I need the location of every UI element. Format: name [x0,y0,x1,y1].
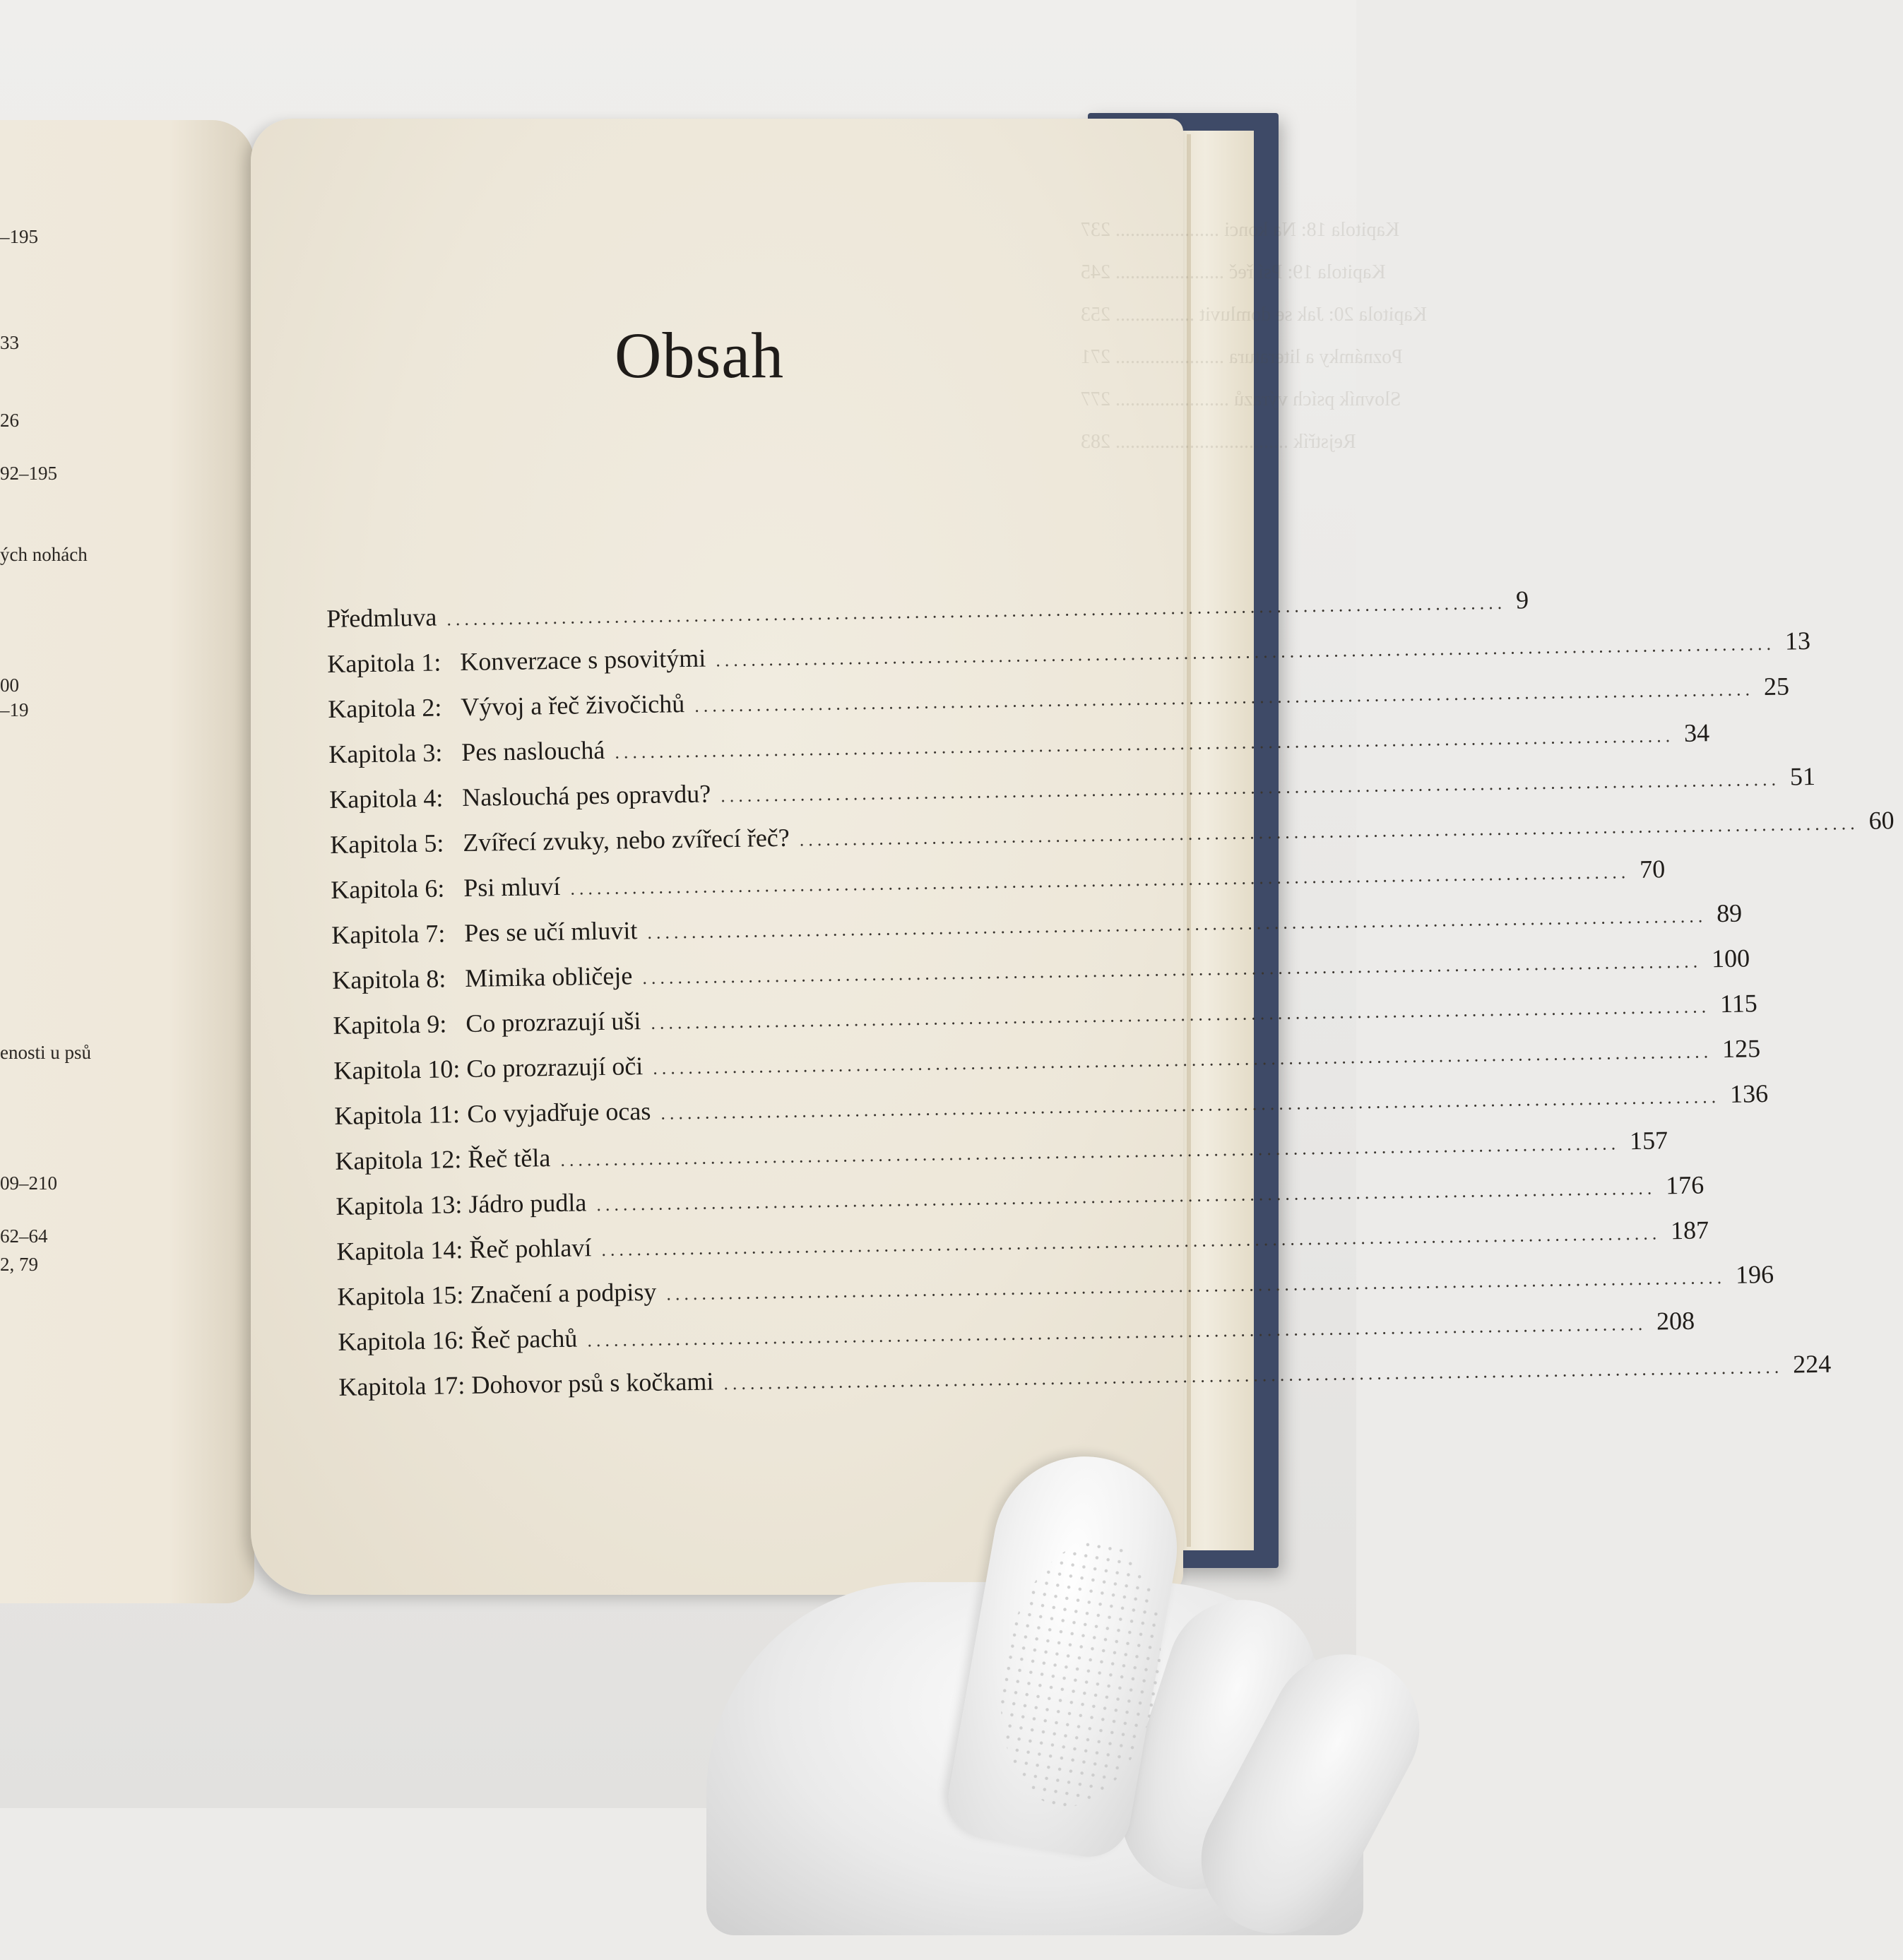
toc-chapter-title: Co vyjadřuje ocas [467,1096,651,1128]
toc-entry-title [335,1143,551,1176]
toc-chapter-label: Kapitola 10: [333,1055,461,1085]
toc-page-number: 34 [1683,718,1710,747]
left-page-text: 92–195 [0,463,57,484]
toc-chapter-label: Kapitola 12: [335,1145,462,1175]
toc-chapter-label: Kapitola 6: [331,874,445,904]
toc-entry-title [337,1277,657,1312]
photo-scene: –195 33 26 92–195 ých nohách 00 –19 enosti u psů 09–210 62–64 2, 79 Kapitola 18: Na konci ..................... 237 Kapitola 19: Psí řeč ...................... 245 Kapitola 20: Jak se domluvit ................ 253 Poznámky a literatura ...................... 271 Slovník psích výrazů ....................... 277 Rejstřík ................................... 283 Obsah Předmluva ........................................................................................................................ 9 Kapitola 1: Konverzace s psovitými ........................................................................................................................ 13 Kapitola 2: Vývoj a řeč živočichů ........................................................................................................................ 25 Kapitola 3: Pes naslouchá ........................................................................................................................ 34 Kapitola 4: Naslouchá pes opravdu? ........................................................................................................................ 51 Kapitola 5: Zvířecí zvuky, nebo zvířecí řeč? ........................................................................................................................ 60 Kapitola 6: Psi mluví ........................................................................................................................ 70 Kapitola 7: Pes se učí mluvit ........................................................................................................................ 89 Kapitola 8: Mimika obličeje ........................................................................................................................ 100 Kapitola 9: Co prozrazují uši ........................................................................................................................ 115 Kapitola 10: Co prozrazují oči ........................................................................................................................ 125 Kapitola 11: Co vyjadřuje ocas ........................................................................................................................ 136 Kapitola 12: Řeč těla ........................................................................................................................ 157 Kapitola 13: Jádro pudla ........................................................................................................................ 176 Kapitola 14: Řeč pohlaví ........................................................................................................................ 187 Kapitola 15: Značení a podpisy ........................................................................................................................ 196 Kapitola 16: Řeč pachů ........................................................................................................................ 208 Kapitola 17: Dohovor psů s kočkami ........................................................................................................................ 224 [0,0,1356,1808]
page-title: Obsah [615,319,785,391]
toc-page-number: 157 [1629,1126,1668,1156]
toc-chapter-title: Řeč těla [468,1144,551,1173]
toc-page-number: 9 [1515,586,1529,614]
toc-page-number: 115 [1719,989,1758,1018]
toc-chapter-label: Kapitola 3: [328,738,443,768]
toc-page-number: 60 [1868,806,1895,835]
toc-leader-dots: ........................................................................................................................ [615,725,1675,763]
toc-entry-title [328,735,605,769]
toc-page-number: 208 [1656,1306,1695,1336]
toc-leader-dots: ........................................................................................................................ [601,1223,1661,1260]
toc-chapter-label: Kapitola 17: [338,1371,466,1401]
toc-chapter-label: Kapitola 9: [333,1009,447,1040]
toc-leader-dots: ........................................................................................................................ [560,1133,1620,1170]
toc-leader-dots: ........................................................................................................................ [587,1313,1647,1351]
toc-chapter-label: Kapitola 16: [338,1326,465,1356]
toc-entry-title [330,823,790,860]
toc-leader-dots: ........................................................................................................................ [799,812,1859,850]
toc-page-number: 176 [1665,1170,1705,1200]
toc-chapter-label: Kapitola 15: [337,1281,464,1311]
toc-entry-title [338,1324,578,1357]
toc-entry-title [333,1051,644,1086]
toc-entry-title [332,961,633,995]
left-page-text: 26 [0,410,19,431]
toc-leader-dots: ........................................................................................................................ [642,951,1702,989]
toc-leader-dots: ........................................................................................................................ [651,996,1711,1033]
toc-chapter-label: Kapitola 11: [334,1100,461,1130]
left-page-text: 00 [0,675,19,696]
toc-chapter-title: Řeč pachů [470,1324,578,1354]
toc-page-number: 89 [1716,898,1743,928]
left-page-text: 62–64 [0,1225,48,1247]
toc-leader-dots: ........................................................................................................................ [716,633,1776,671]
left-page-text: enosti u psů [0,1042,92,1063]
toc-entry-title [333,1006,641,1040]
toc-chapter-title: Dohovor psů s kočkami [471,1367,714,1399]
toc-page-number: 51 [1789,761,1816,791]
toc-chapter-title: Vývoj a řeč živočichů [461,689,685,722]
toc-chapter-title: Značení a podpisy [470,1277,657,1309]
toc-entry-title [334,1096,651,1131]
toc-entry-title [336,1187,587,1221]
toc-chapter-label: Kapitola 5: [330,828,444,859]
toc-entry-title [336,1233,592,1266]
toc-chapter-title: Co prozrazují uši [466,1006,641,1038]
left-page-text: 2, 79 [0,1254,38,1275]
toc-entry-title [338,1367,714,1402]
toc-page-number: 196 [1735,1259,1774,1289]
toc-entry-title [331,915,638,950]
left-page [0,120,254,1603]
toc-page-number: 25 [1763,672,1790,701]
toc-chapter-label: Kapitola 7: [331,919,446,949]
toc-chapter-title: Psi mluví [463,872,561,902]
toc-chapter-title: Pes se učí mluvit [464,916,638,947]
toc-chapter-title: Mimika obličeje [465,961,633,992]
toc-chapter-label: Kapitola 2: [328,693,442,723]
left-page-text: 33 [0,332,19,353]
toc-chapter-title: Jádro pudla [468,1188,587,1218]
toc-chapter-title: Řeč pohlaví [469,1233,592,1264]
toc-leader-dots: ........................................................................................................................ [446,592,1507,630]
left-page-text: ých nohách [0,544,88,565]
toc-entry-title [327,643,706,679]
toc-page-number: 70 [1639,855,1666,884]
toc-leader-dots: ........................................................................................................................ [653,1041,1713,1079]
toc-page-number: 136 [1729,1079,1769,1108]
toc-chapter-title: Naslouchá pes opravdu? [462,779,711,812]
left-page-text: 09–210 [0,1172,57,1194]
toc-entry-title [328,689,684,724]
toc-chapter-title: Zvířecí zvuky, nebo zvířecí řeč? [463,823,790,857]
toc-chapter-label: Kapitola 8: [332,964,446,994]
toc-chapter-label: Kapitola 4: [329,783,444,814]
toc-leader-dots: ........................................................................................................................ [570,862,1630,899]
toc-chapter-title: Co prozrazují oči [466,1052,644,1083]
toc-page-number: 187 [1670,1216,1709,1245]
toc-chapter-label: Kapitola 1: [327,648,441,678]
toc-entry-title [326,602,437,634]
toc-leader-dots: ........................................................................................................................ [721,768,1781,807]
left-page-text: –195 [0,226,38,247]
toc-leader-dots: ........................................................................................................................ [666,1267,1726,1305]
toc-leader-dots: ........................................................................................................................ [660,1086,1721,1124]
toc-leader-dots: ........................................................................................................................ [647,905,1707,943]
toc-leader-dots: ........................................................................................................................ [694,679,1755,716]
toc-leader-dots: ........................................................................................................................ [596,1177,1656,1216]
toc-page-number: 125 [1721,1034,1761,1064]
toc-chapter-title: Konverzace s psovitými [459,643,706,677]
toc-entry-title [329,778,711,814]
toc-chapter-title: Pes naslouchá [461,735,605,767]
toc-chapter-label: Kapitola 14: [336,1235,463,1266]
left-page-text: –19 [0,699,29,720]
toc-chapter-title: Předmluva [326,602,437,633]
toc-chapter-label: Kapitola 13: [336,1190,463,1220]
toc-page-number: 224 [1792,1349,1832,1379]
toc-leader-dots: ........................................................................................................................ [723,1356,1784,1394]
toc-page-number: 100 [1711,944,1750,973]
toc-entry-title [331,872,561,905]
toc-page-number: 13 [1784,626,1811,655]
